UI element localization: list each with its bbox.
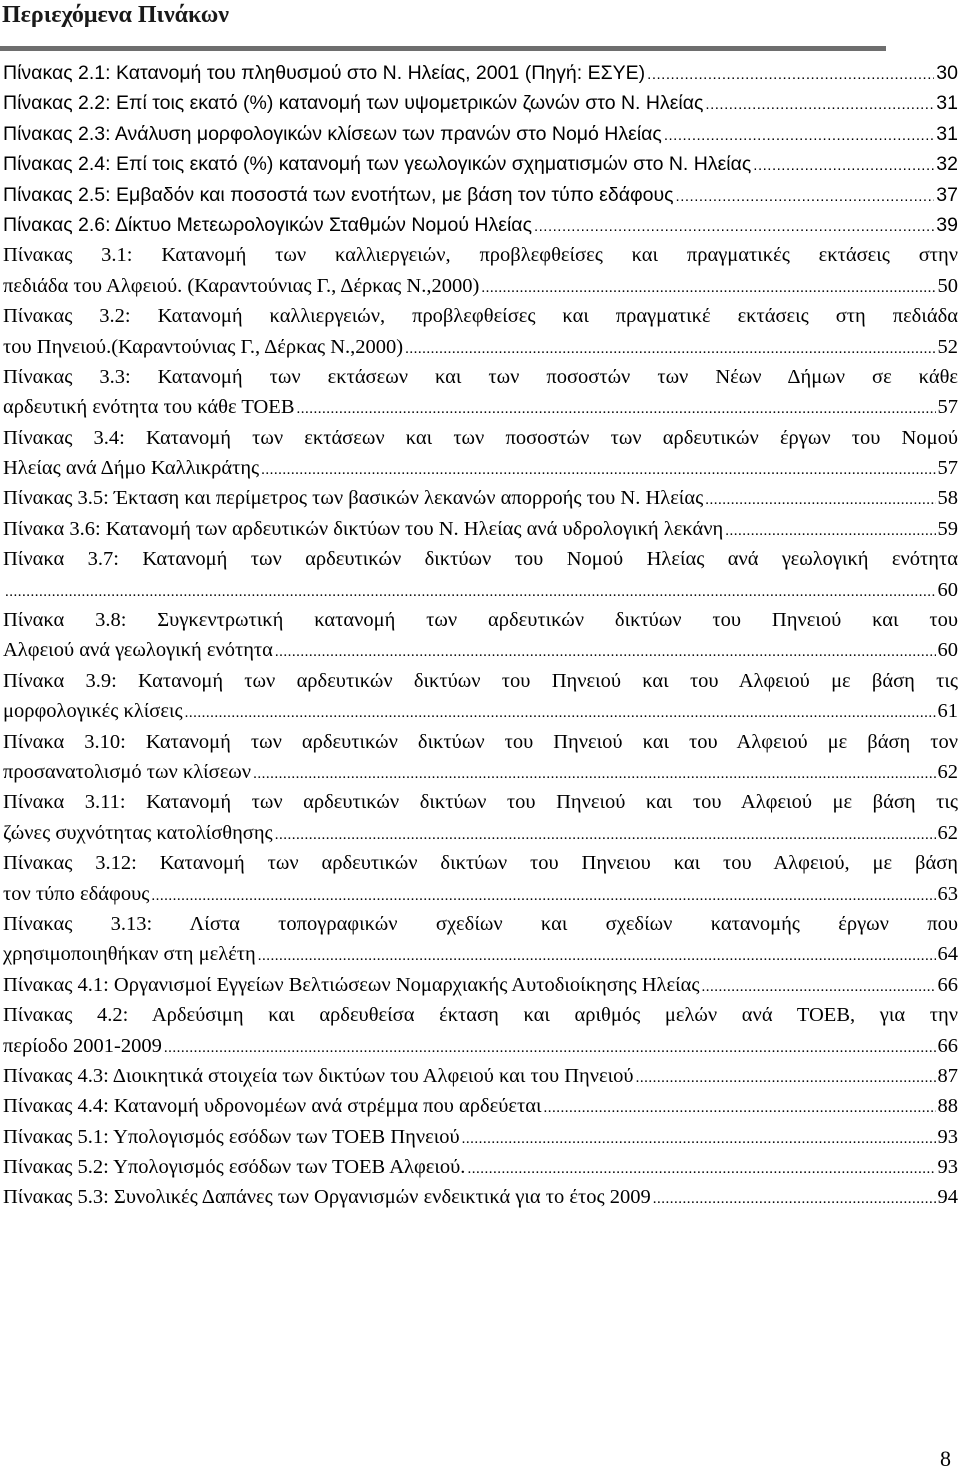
dot-leader [701,972,935,1002]
toc-entry-page: 60 [937,578,958,601]
dot-leader [705,485,935,515]
toc-entry-page: 60 [937,639,958,662]
table-of-contents [3,58,958,1213]
toc-entry-text: Πίνακας 3.5: Έκταση και περίμετρος των βασικών λεκανών απορροής του Ν. Ηλείας [3,487,704,510]
toc-entry-text: αρδευτική ενότητα του κάθε ΤΟΕΒ [3,396,295,419]
dot-leader [151,881,935,911]
dot-leader [5,577,936,607]
toc-entry-page: 31 [936,92,958,115]
toc-entry-text: Πίνακας 3.12: Κατανομή των αρδευτικών δικτύων του Πηνειου και του Αλφειού, με βάση [3,852,958,875]
toc-entry-text: Πίνακας 5.3: Συνολικές Δαπάνες των Οργανισμών ενδεικτικά για το έτος 2009 [3,1186,651,1209]
dot-leader [275,637,936,667]
toc-entry-page: 57 [937,396,958,419]
dot-leader [544,1093,936,1123]
dot-leader [481,273,935,303]
toc-entry[interactable] [3,301,958,362]
toc-entry[interactable] [3,1000,958,1061]
dot-leader [534,212,934,242]
toc-entry-text: Πίνακας 4.3: Διοικητικά στοιχεία των δικτύων του Αλφειού και του Πηνειού [3,1064,634,1087]
dot-leader [647,60,934,90]
toc-entry-text: Πίνακας 2.6: Δίκτυο Μετεωρολογικών Σταθμών Νομού Ηλείας [3,213,532,236]
toc-entry-page: 57 [937,457,958,480]
page-number: 8 [940,1446,951,1471]
dot-leader [258,941,936,971]
toc-entry-text: Πίνακας 2.5: Εμβαδόν και ποσοστά των ενοτήτων, με βάση τον τύπο εδάφους [3,183,674,206]
toc-entry-text: Πίνακας 2.4: Επί τοις εκατό (%) κατανομή των γεωλογικών σχηματισμών στο Ν. Ηλείας [3,153,752,176]
toc-entry-text: Ηλείας ανά Δήμο Καλλικράτης [3,457,260,480]
toc-entry-page: 93 [937,1125,958,1148]
dot-leader [676,182,935,212]
toc-entry-text: Πίνακας 3.1: Κατανομή των καλλιεργειών, προβλεφθείσες και πραγματικές εκτάσεις στην [3,244,958,267]
dot-leader [753,151,934,181]
toc-entry-text: Πίνακας 3.3: Κατανομή των εκτάσεων και των ποσοστών των Νέων Δήμων σε κάθε [3,365,958,388]
toc-entry[interactable] [3,1152,958,1182]
dot-leader [297,394,936,424]
toc-entry[interactable] [3,666,958,727]
toc-entry-page: 32 [936,153,958,176]
toc-entry-text: τον τύπο εδάφους [3,882,150,905]
dot-leader [164,1033,936,1063]
toc-entry-text: Πίνακας 5.1: Υπολογισμός εσόδων των ΤΟΕΒ Πηνειού [3,1125,460,1148]
toc-entry-text: Πίνακας 4.2: Αρδεύσιμη και αρδευθείσα έκταση και αριθμός μελών ανά ΤΟΕΒ, για την [3,1004,958,1027]
toc-entry[interactable] [3,362,958,423]
dot-leader [636,1063,936,1093]
toc-entry-page: 88 [937,1095,958,1118]
toc-entry-text: μορφολογικές κλίσεις [3,700,183,723]
toc-entry-text: Πίνακα 3.7: Κατανομή των αρδευτικών δικτύων του Νομού Ηλείας ανά γεωλογική ενότητα [3,548,958,571]
toc-entry-page: 52 [937,335,958,358]
toc-entry[interactable] [3,210,958,240]
toc-entry-text: ζώνες συχνότητας κατολίσθησης [3,821,273,844]
toc-entry-page: 37 [936,183,958,206]
toc-entry[interactable] [3,149,958,179]
toc-entry[interactable] [3,483,958,513]
toc-entry-page: 66 [937,1034,958,1057]
toc-entry-text: Πίνακας 4.4: Κατανομή υδρονομέων ανά στρέμμα που αρδεύεται [3,1095,542,1118]
toc-entry-page: 59 [937,517,958,540]
toc-entry[interactable] [3,514,958,544]
toc-entry-page: 39 [936,213,958,236]
toc-entry-page: 87 [937,1064,958,1087]
toc-entry-text: Πίνακας 3.2: Κατανομή καλλιεργειών, προβλεφθείσες και πραγματικέ εκτάσεις στη πεδιάδα [3,305,958,328]
toc-entry[interactable] [3,119,958,149]
dot-leader [253,759,935,789]
toc-entry-text: Πίνακας 5.2: Υπολογισμός εσόδων των ΤΟΕΒ Αλφειού. [3,1156,466,1179]
toc-entry-text: χρησιμοποιηθήκαν στη μελέτη [3,943,256,966]
dot-leader [664,121,934,151]
toc-entry[interactable] [3,544,958,605]
toc-entry[interactable] [3,1091,958,1121]
toc-entry-text: Πίνακας 3.4: Κατανομή των εκτάσεων και των ποσοστών των αρδευτικών έργων του Νομού [3,426,958,449]
toc-entry[interactable] [3,240,958,301]
toc-entry-page: 30 [936,62,958,84]
toc-entry-text: Πίνακας 2.1: Κατανομή του πληθυσμού στο Ν. Ηλείας, 2001 (Πηγή: ΕΣΥΕ) [3,62,646,84]
toc-entry-page: 93 [937,1156,958,1179]
toc-entry-page: 31 [936,122,958,145]
toc-entry-text: Πίνακας 2.3: Ανάλυση μορφολογικών κλίσεων των πρανών στο Νομό Ηλείας [3,122,662,145]
toc-entry[interactable] [3,58,958,88]
toc-entry-page: 62 [937,821,958,844]
dot-leader [405,334,935,364]
toc-entry-page: 66 [937,973,958,996]
toc-entry-page: 58 [937,487,958,510]
dot-leader [185,698,936,728]
toc-entry-text: Αλφειού ανά γεωλογική ενότητα [3,639,273,662]
title-underline [0,46,886,51]
toc-entry-text: Πίνακα 3.11: Κατανομή των αρδευτικών δικτύων του Πηνειού και του Αλφειού με βάση τις [3,791,958,814]
page-title: Περιεχόμενα Πινάκων [2,2,229,28]
toc-entry-text: του Πηνειού.(Καραντούνιας Γ., Δέρκας Ν.,2000) [3,335,404,358]
toc-entry-page: 61 [937,700,958,723]
toc-entry-page: 50 [937,274,958,297]
toc-entry-text: Πίνακας 2.2: Επί τοις εκατό (%) κατανομή των υψομετρικών ζωνών στο Ν. Ηλείας [3,92,704,115]
toc-entry[interactable] [3,1182,958,1212]
toc-entry-text: Πίνακα 3.6: Κατανομή των αρδευτικών δικτύων του Ν. Ηλείας ανά υδρολογική λεκάνη [3,517,724,540]
toc-entry-page: 64 [937,943,958,966]
toc-entry[interactable] [3,787,958,848]
toc-entry-page: 63 [937,882,958,905]
toc-entry[interactable] [3,423,958,484]
toc-entry[interactable] [3,727,958,788]
toc-entry[interactable] [3,1061,958,1091]
toc-entry-page: 62 [937,760,958,783]
dot-leader [462,1124,936,1154]
toc-entry[interactable] [3,88,958,118]
dot-leader [467,1154,935,1184]
toc-entry-text: προσανατολισμό των κλίσεων [3,760,252,783]
toc-entry-page: 94 [937,1186,958,1209]
toc-entry[interactable] [3,1122,958,1152]
dot-leader [261,455,935,485]
toc-entry[interactable] [3,909,958,970]
toc-entry-text: Πίνακα 3.8: Συγκεντρωτική κατανομή των αρδευτικών δικτύων του Πηνειού και του [3,609,958,632]
toc-entry-text: Πίνακα 3.9: Κατανομή των αρδευτικών δικτύων του Πηνειού και του Αλφειού με βάση τις [3,669,958,692]
toc-entry[interactable] [3,848,958,909]
dot-leader [275,820,936,850]
toc-entry-text: πεδιάδα του Αλφειού. (Καραντούνιας Γ., Δέρκας Ν.,2000) [3,274,480,297]
toc-entry[interactable] [3,970,958,1000]
toc-entry-text: Πίνακας 4.1: Οργανισμοί Εγγείων Βελτιώσεων Νομαρχιακής Αυτοδιοίκησης Ηλείας [3,973,700,996]
dot-leader [725,516,935,546]
toc-entry[interactable] [3,180,958,210]
toc-entry-text: περίοδο 2001-2009 [3,1034,162,1057]
toc-entry[interactable] [3,605,958,666]
dot-leader [705,90,934,120]
dot-leader [653,1184,936,1214]
toc-entry-text: Πίνακας 3.13: Λίστα τοπογραφικών σχεδίων και σχεδίων κατανομής έργων που [3,912,958,935]
toc-entry-text: Πίνακα 3.10: Κατανομή των αρδευτικών δικτύων του Πηνειού και του Αλφειού με βάση τον [3,730,958,753]
